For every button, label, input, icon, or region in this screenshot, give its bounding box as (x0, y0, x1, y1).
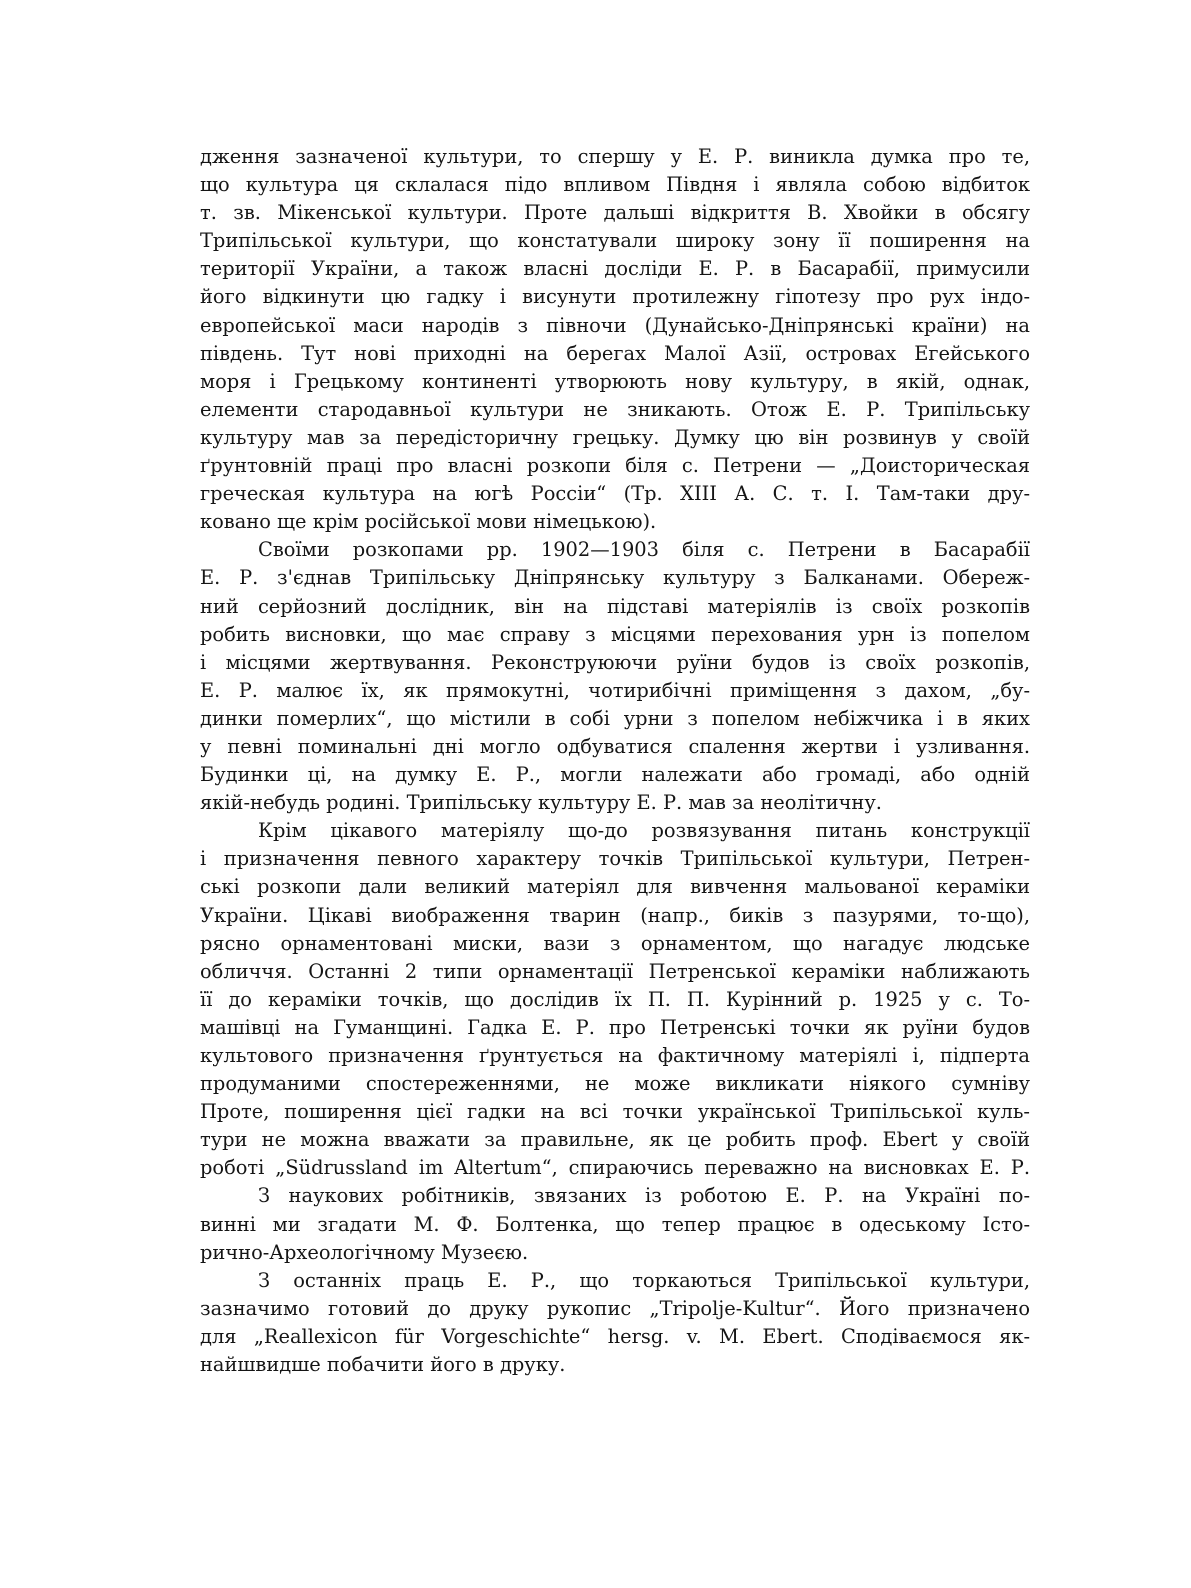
text-line: що культура ця склалася підо впливом Півдня і являла собою відбиток (200, 173, 1030, 197)
text-line: Проте, поширення цієї гадки на всі точки української Трипільської куль- (200, 1100, 1030, 1124)
text-line: Будинки ці, на думку Е. Р., могли належати або громаді, або одній (200, 763, 1030, 787)
text-line: території України, а також власні досліди Е. Р. в Басарабії, примусили (200, 257, 1030, 281)
paragraph-3 (200, 817, 1030, 1182)
text-line: Крім цікавого матеріялу що-до розвязування питань конструкції (258, 819, 1030, 843)
text-line: південь. Тут нові приходні на берегах Малої Азії, островах Егейського (200, 341, 1030, 365)
text-line: для „Reallexicon für Vorgeschichte“ hersg. v. M. Ebert. Сподіваємося як- (200, 1324, 1030, 1348)
text-line: і місцями жертвування. Реконструюючи руїни будов із своїх розкопів, (200, 650, 1030, 674)
text-line: елементи стародавньої культури не зникають. Отож Е. Р. Трипільську (200, 397, 1030, 421)
paragraph-1 (200, 143, 1030, 536)
text-line: продуманими спостереженнями, не може викликати ніякого сумніву (200, 1072, 1030, 1096)
text-line: і призначення певного характеру точків Трипільської культури, Петрен- (200, 847, 1030, 871)
paragraph-4 (200, 1182, 1030, 1266)
text-line: тури не можна вважати за правильне, як це робить проф. Ebert у своїй (200, 1128, 1030, 1152)
text-line: Своїми розкопами рр. 1902—1903 біля с. Петрени в Басарабії (258, 538, 1030, 562)
paragraph-5 (200, 1267, 1030, 1379)
text-line: роботі „Südrussland im Altertum“, спираючись переважно на висновках Е. Р. (200, 1156, 1030, 1180)
text-line: машівці на Гуманщині. Гадка Е. Р. про Петренські точки як руїни будов (200, 1015, 1030, 1039)
paragraph-2 (200, 536, 1030, 817)
text-line: ковано ще крім російської мови німецькою). (200, 510, 657, 534)
text-line: Трипільської культури, що констатували широку зону її поширення на (200, 229, 1030, 253)
text-line: рично-Археологічному Музеєю. (200, 1240, 529, 1264)
text-line: робить висновки, що має справу з місцями перехования урн із попелом (200, 622, 1030, 646)
text-line: якій-небудь родині. Трипільську культуру Е. Р. мав за неолітичну. (200, 791, 882, 815)
text-line: греческая культура на югѣ Россіи“ (Тр. XIII А. С. т. I. Там-таки дру- (200, 482, 1030, 506)
text-line: винні ми згадати М. Ф. Болтенка, що тепер працює в одеському Істо- (200, 1212, 1030, 1236)
text-line: ські розкопи дали великий матеріял для вивчення мальованої кераміки (200, 875, 1030, 899)
text-line: европейської маси народів з півночи (Дунайсько-Дніпрянські країни) на (200, 313, 1030, 337)
text-line: Е. Р. малює їх, як прямокутні, чотирибічні приміщення з дахом, „бу- (200, 678, 1030, 702)
body-text (200, 143, 1030, 1379)
text-line: України. Цікаві виображення тварин (напр., биків з пазурями, то-що), (200, 903, 1030, 927)
text-line: культуру мав за передісторичну грецьку. Думку цю він розвинув у своїй (200, 425, 1030, 449)
text-line: З наукових робітників, звязаних із роботою Е. Р. на Україні по- (258, 1184, 1030, 1208)
text-line: Е. Р. з'єднав Трипільську Дніпрянську культуру з Балканами. Обереж- (200, 566, 1030, 590)
text-line: його відкинути цю гадку і висунути протилежну гіпотезу про рух індо- (200, 285, 1030, 309)
text-line: культового призначення ґрунтується на фактичному матеріялі і, підперта (200, 1044, 1030, 1067)
text-line: зазначимо готовий до друку рукопис „Tripolje-Kultur“. Його призначено (200, 1296, 1030, 1320)
text-line: т. зв. Мікенської культури. Проте дальші відкриття В. Хвойки в обсягу (200, 201, 1030, 225)
text-line: ґрунтовній праці про власні розкопи біля с. Петрени — „Доисторическая (200, 454, 1030, 478)
text-line: її до кераміки точків, що дослідив їх П. П. Курінний р. 1925 у с. То- (200, 987, 1030, 1011)
text-line: моря і Грецькому континенті утворюють нову культуру, в якій, однак, (200, 369, 1030, 393)
text-line: обличчя. Останні 2 типи орнаментації Петренської кераміки наближають (200, 959, 1030, 983)
text-line: дження зазначеної культури, то спершу у Е. Р. виникла думка про те, (200, 145, 1030, 168)
text-line: динки померлих“, що містили в собі урни з попелом небіжчика і в яких (200, 706, 1030, 730)
text-line: у певні поминальні дні могло одбуватися спалення жертви і узливання. (200, 734, 1030, 758)
text-line: ний серйозний дослідник, він на підставі матеріялів із своїх розкопів (200, 594, 1030, 618)
text-line: рясно орнаментовані миски, вази з орнаментом, що нагадує людське (200, 931, 1030, 955)
text-line: З останніх праць Е. Р., що торкаються Трипільської культури, (258, 1268, 1030, 1292)
text-line: найшвидше побачити його в друку. (200, 1353, 566, 1377)
